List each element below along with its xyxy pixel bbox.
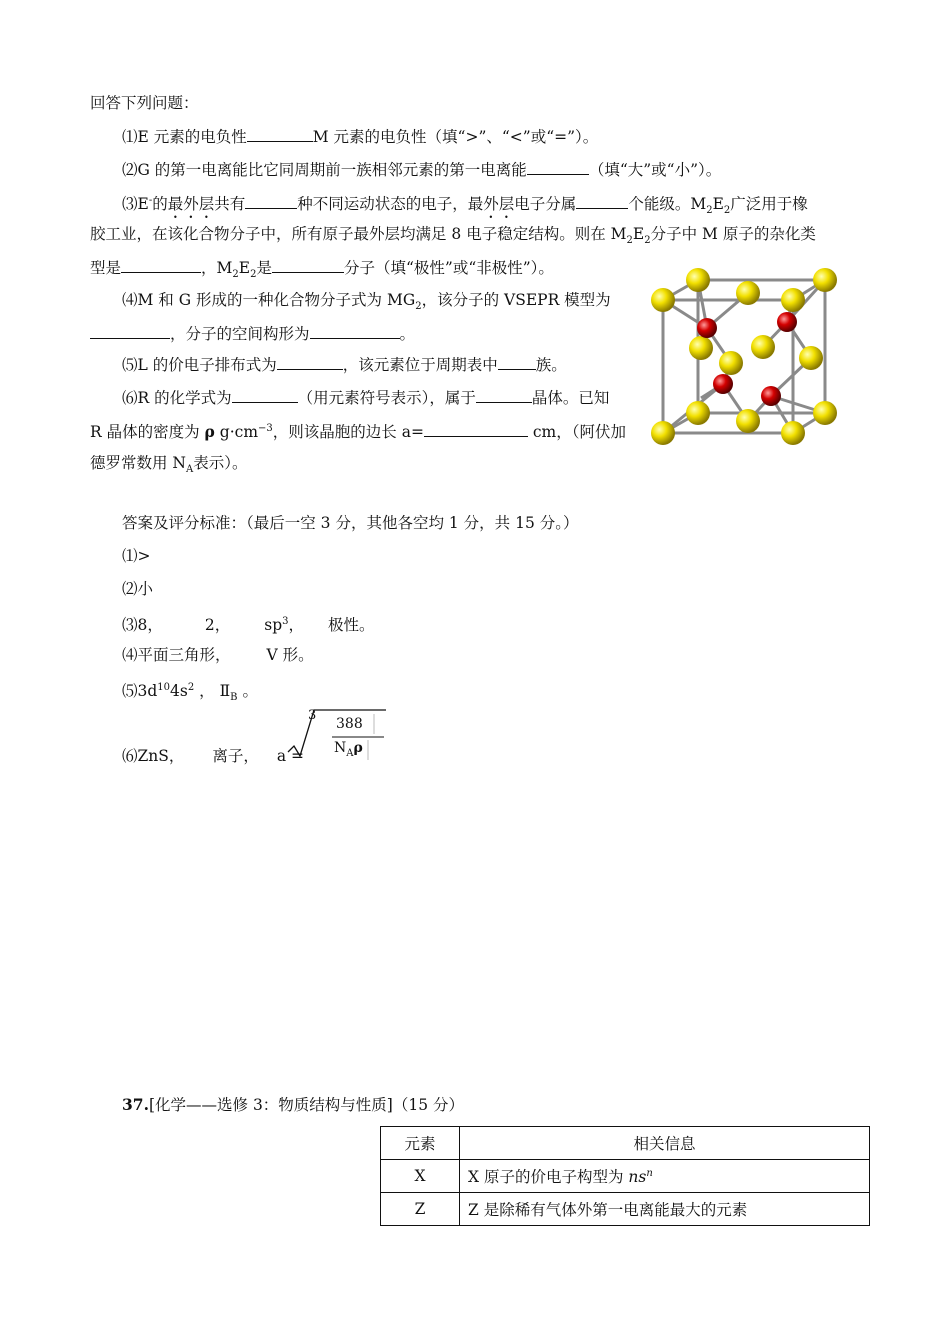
question-6-line2: R 晶体的密度为 ρ $g\cdot cm^{-3}$，则该晶胞的边长 a= cm，（阿伏加 — [90, 422, 627, 441]
intro-text: 回答下列问题： — [90, 94, 199, 112]
question-2: ⑵G 的第一电离能比它同周期前一族相邻元素的第一电离能 （填“大”或“小”）。 — [122, 158, 721, 181]
question-4-line2: ，分子的空间构形为 。 — [90, 322, 415, 345]
yellow-atom — [813, 401, 837, 425]
red-atom — [713, 374, 733, 394]
element-info-table — [380, 1126, 870, 1226]
yellow-atom — [736, 409, 760, 433]
yellow-atom — [689, 336, 713, 360]
question-3-line1: ⑶E-的最外层共有 种不同运动状态的电子，最外层电子分属 个能级。$M_2E_2$广泛用于橡 — [122, 190, 808, 222]
table-row — [381, 1160, 870, 1193]
question-4-line1: ⑷M 和 G 形成的一种化合物分子式为 $MG_2$，该分子的 VSEPR 模型为 — [122, 291, 611, 312]
table-header-row — [381, 1127, 870, 1160]
table-cell: X 原子的价电子构型为 $ns^n$ — [460, 1160, 870, 1193]
yellow-atom — [813, 268, 837, 292]
question-37-heading: 37.[化学——选修 3：物质结构与性质]（15 分） — [122, 1095, 465, 1114]
yellow-atom — [686, 401, 710, 425]
question-3-line2: 胶工业，在该化合物分子中，所有原子最外层均满足 8 电子稳定结构。则在 $M_2E_2$分子中 M 原子的杂化类 — [90, 225, 816, 246]
answer-4: ⑷平面三角形， V 形。 — [122, 646, 314, 664]
crystal-cell-figure — [645, 258, 845, 458]
answer-1: ⑴> — [122, 547, 151, 565]
yellow-atom — [651, 288, 675, 312]
fraction-numerator: 388 — [336, 716, 363, 732]
answer-6: ⑹ZnS， 离子， a = — [122, 747, 305, 765]
yellow-atom — [781, 288, 805, 312]
table-cell: Z 是除稀有气体外第一电离能最大的元素 — [460, 1193, 870, 1226]
answer-header: 答案及评分标准：（最后一空 3 分，其他各空均 1 分，共 15 分。） — [122, 514, 579, 532]
yellow-atom — [799, 346, 823, 370]
yellow-atom — [651, 421, 675, 445]
yellow-atom — [751, 335, 775, 359]
red-atom — [697, 318, 717, 338]
table-cell: X — [381, 1160, 460, 1193]
question-1: ⑴E 元素的电负性 M 元素的电负性（填“>”、“<”或“=”）。 — [122, 125, 598, 148]
table-row — [381, 1193, 870, 1226]
red-atom — [777, 312, 797, 332]
question-6-line3: 德罗常数用 $N_A$表示）。 — [90, 454, 248, 475]
fraction-denominator: $N_A\rho$ — [334, 740, 363, 759]
question-5: ⑸L 的价电子排布式为 ，该元素位于周期表中 族。 — [122, 353, 567, 376]
table-header-cell: 相关信息 — [460, 1127, 870, 1160]
red-atom — [761, 386, 781, 406]
yellow-atom — [736, 281, 760, 305]
root-index: 3 — [308, 708, 317, 723]
answer-2: ⑵小 — [122, 580, 154, 598]
table-cell: Z — [381, 1193, 460, 1226]
cube-root-formula — [286, 706, 396, 766]
answer-3: ⑶8， 2， $sp^3$， 极性。 — [122, 616, 375, 634]
yellow-atom — [719, 351, 743, 375]
yellow-atom — [781, 421, 805, 445]
question-3-line3: 型是 ，$M_2E_2$是 分子（填“极性”或“非极性”）。 — [90, 256, 554, 286]
yellow-atom — [686, 268, 710, 292]
table-header-cell: 元素 — [381, 1127, 460, 1160]
answer-5: $⑸3d^{10}4s^2$ ， $Ⅱ_B$ 。 — [122, 682, 258, 703]
question-6-line1: ⑹R 的化学式为 （用元素符号表示），属于 晶体。已知 — [122, 386, 609, 409]
